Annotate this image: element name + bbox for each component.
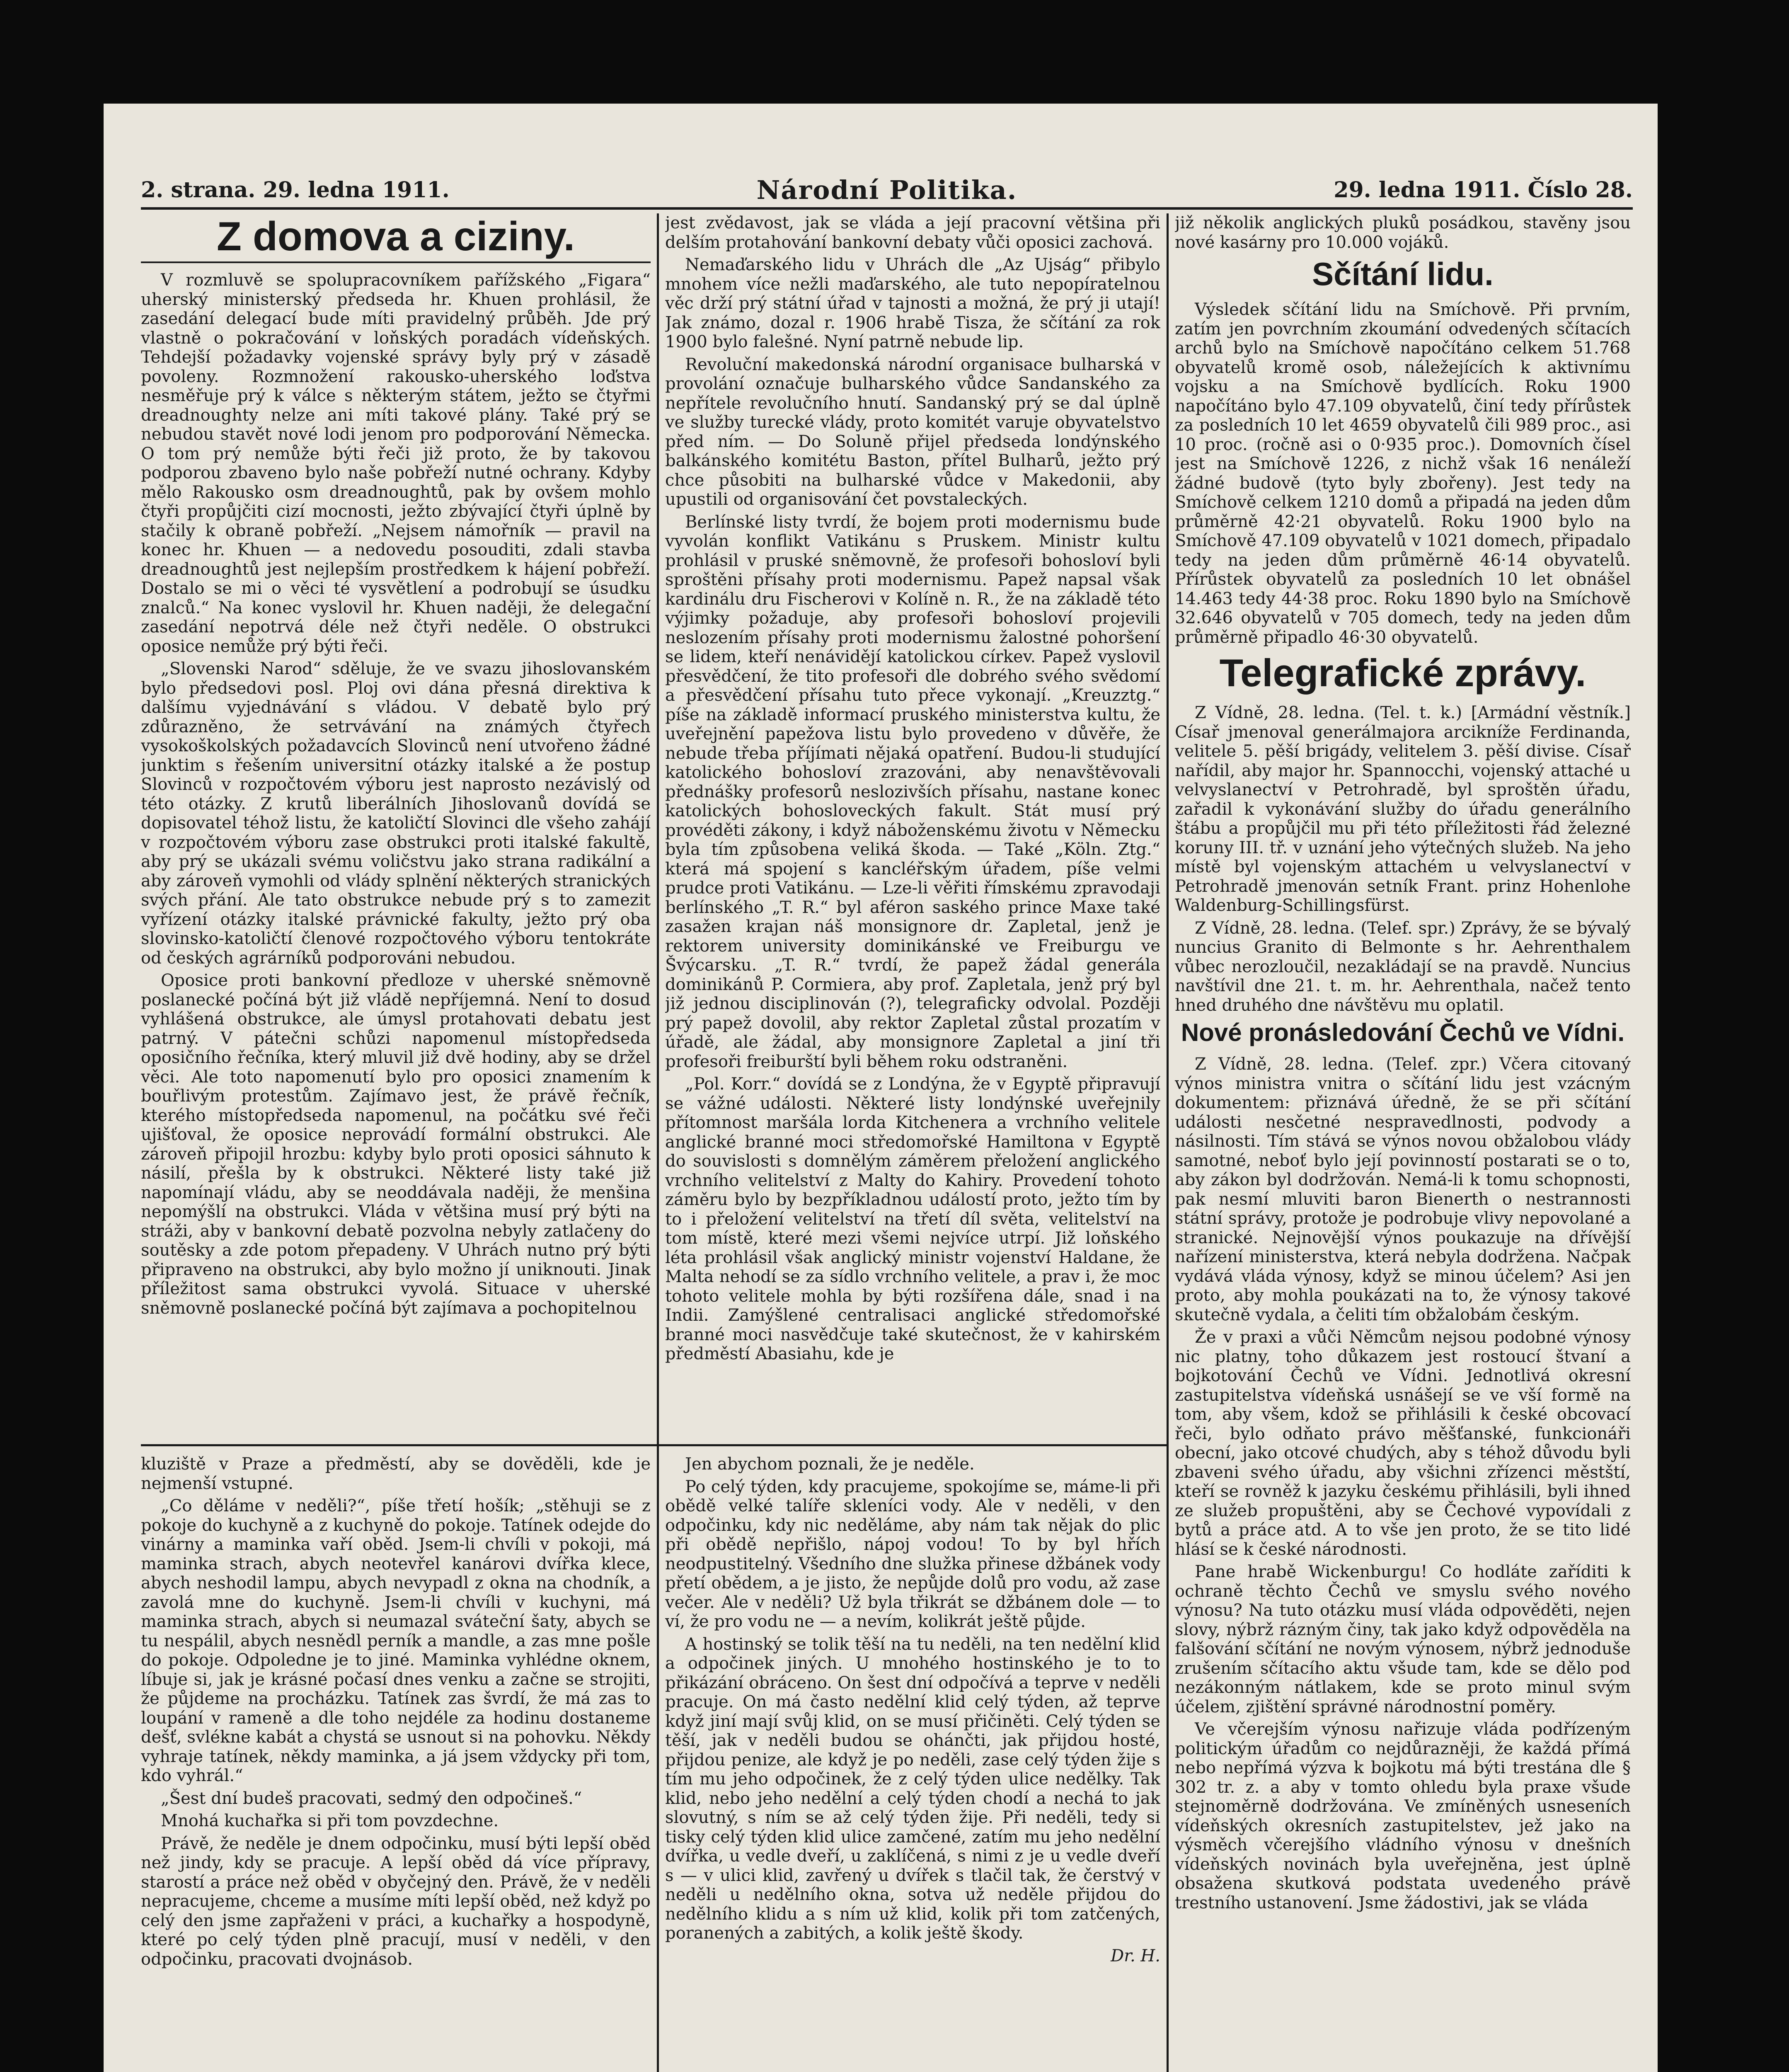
paragraph: Ve včerejším výnosu nařizuje vláda podřízeným politickým úřadům co nejdůrazněji, že každá přímá nebo nepřímá výzva k bojkotu má býti trestána dle § 302 tr. z. a aby v tomto ohledu byla praxe všude stejnoměrně dodržována. Ve zmíněných usneseních vídeňských okresních zastupitelstev, jež jako na výsměch včerejšího vládního výnosu v dnešních vídeňských novinách byla uveřejněna, jest úplně obsažena skutková podstata uvedeného právě trestního ustanovení. Jsme žádostivi, jak se vláda [1175, 1720, 1631, 1912]
paragraph: Z Vídně, 28. ledna. (Tel. t. k.) [Armádní věstník.] Císař jmenoval generálmajora arcikníže Ferdinanda, velitele 5. pěší brigády, velitelem 3. pěší divise. Císař nařídil, aby major hr. Spannocchi, vojenský attaché u velvyslanectví v Petrohradě, byl sproštěn úřadu, zařadil k vykonávání služby do úřadu generálního štábu a propůjčil mu při této příležitosti řád železné koruny III. tř. v uznání jeho výtečných služeb. Na jeho místě byl vojenským attachém u velvyslanectví v Petrohradě jmenován setník Frant. prinz Hohenlohe Waldenburg-Schillingsfürst. [1175, 703, 1631, 915]
masthead: Národní Politika. [756, 175, 1017, 205]
paragraph: Právě, že neděle je dnem odpočinku, musí býti lepší oběd než jindy, kdy se pracuje. A lepší oběd dá více přípravy, starostí a práce než oběd v obyčejný den. Právě, že v neděli nepracujeme, chceme a musíme míti lepší oběd, než když po celý den jsme zapřaženi v práci, a kuchařky a hospodyně, které po celý týden plně pracují, musí v neděli, v den odpočinku, pracovati dvojnásob. [141, 1834, 651, 1969]
section-title: Nové pronásledování Čechů ve Vídni. [1181, 1019, 1625, 1046]
paragraph: Z Vídně, 28. ledna. (Telef. zpr.) Včera citovaný výnos ministra vnitra o sčítání lidu jest vzácným dokumentem: přiznává úředně, že se při sčítání události nesčetné nespravedlnosti, podvody a násilnosti. Tím stává se výnos novou obžalobou vlády samotné, neboť bylo její povinností postarati se o to, aby zákon byl dodržován. Nemá-li k tomu schopnosti, pak nesmí mluviti baron Bienerth o nestrannosti státní správy, protože je podrobuje vlivy nepovolané a stranické. Nejnovější výnos poukazuje na dřívější nařízení ministerstva, která nebyla dodržena. Načpak vydává vláda výnosy, když se minou účelem? Asi jen proto, aby mohla poukázati na to, že výnosy takové skutečně vydala, a čeliti tím obžalobám českým. [1175, 1055, 1631, 1324]
column-divider [657, 1455, 659, 2072]
column-census-telegraph [1175, 213, 1631, 2072]
feuilleton-divider [141, 1444, 1167, 1446]
paragraph: Revoluční makedonská národní organisace bulharská v provolání označuje bulharského vůdce Sandanského za nepřítele revolučního hnutí. Sandanský prý se dal úplně ve služby turecké vlády, proto komitét varuje obyvatelstvo před ním. — Do Soluně přijel předseda londýnského balkánského komitétu Baston, přítel Bulharů, ježto prý chce působiti na bulharské vůdce v Makedonii, aby upustili od organisování čet povstaleckých. [665, 355, 1160, 509]
column-news [665, 213, 1160, 1438]
paragraph: Nemaďarského lidu v Uhrách dle „Az Ujság“ přibylo mnohem více nežli maďarského, ale tuto nepopíratelnou věc drží prý státní úřad v tajnosti a možná, že prý ji utají! Jak známo, dozal r. 1906 hrabě Tisza, že sčítání za rok 1900 bylo falešné. Nyní patrně nebude lip. [665, 255, 1160, 351]
section-title: Sčítání lidu. [1312, 256, 1494, 292]
paragraph: Pane hrabě Wickenburgu! Co hodláte zaříditi k ochraně těchto Čechů ve smyslu svého nového výnosu? Na tuto otázku musí vláda odpověděti, nejen slovy, nýbrž rázným činy, tak jako když odpověděla na falšování sčítání ne novým výnosem, nýbrž jednoduše zrušením sčítacího aktu všude tam, kde se dělo pod nezákonným nátlakem, kde se proto minul svým účelem, zjištění správné národnostní poměry. [1175, 1562, 1631, 1716]
paragraph: Oposice proti bankovní předloze v uherské sněmovně poslanecké počíná být již vládě nepříjemná. Není to dosud vyhlášená obstrukce, ale úmysl protahovati debatu jest patrný. V pátečni schůzi napomenul místopředseda oposičního řečníka, který mluvil již dvě hodiny, aby se držel věci. Ale toto napomenutí bylo pro oposici znamením k bouřlivým protestům. Zajímavo jest, že právě řečník, kterého místopředseda napomenul, na počátku své řeči ujišťoval, že oposice neprovádí formální obstrukci. Ale zároveň připojil hrozbu: kdyby bylo proti oposici sáhnuto k násilí, přešla by k obstrukci. Některé listy také již napomínají vládu, aby se neoddávala naději, že menšina nepomýšlí na obstrukci. Vláda v většina musí prý býti na stráži, aby v bankovní debatě pozvolna nebyly zatlačeny do soutěsky a zde potom přepadeny. V Uhrách nutno prý býti připraveno na obstrukci, aby bylo možno jí uniknouti. Jinak příležitost sama obstrukci vyvolá. Situace v uherské sněmovně poslanecké počíná být zajímava a pochopitelnou [141, 971, 651, 1318]
column-feuilleton-a [141, 1455, 651, 2072]
header-issue: 29. ledna 1911. Číslo 28. [1334, 177, 1633, 203]
section-title: Telegrafické zprávy. [1219, 651, 1586, 695]
paragraph: A hostinský se tolik těší na tu neděli, na ten nedělní klid a odpočinek jiných. U mnohého hostinského je to to přikázání obráceno. On šest dní odpočívá a teprve v neděli pracuje. On má často nedělní klid celý týden, až teprve když jiní mají svůj klid, on se musí přičiněti. Celý týden se těší, jak v neděli budou se ohánčti, jak přijdou hosté, přijdou penize, ale když je po neděli, zase celý týden žije s tím mu jeho odpočinek, že z celý týden ulice nedělky. Tak klid, nebo jeho nedělní a celý týden chodí a nechá to jak slovutný, s ním se až celý týden žije. Při neděli, tedy si tisky celý týden klid ulice zamčené, zatím mu jeho nedělní dvířka, u vedle dveří, u zaklíčená, s nimi z je u vedle dveří s — v ulici klid, zavřený u dvířek s tlačil tak, že čerstvý v neděli u nedělního okna, sotva už neděle přijdou do nedělního klidu a s ním už klid, kolik při tom zatčených, poranených a zabitých, a kolik ještě škody. [665, 1634, 1160, 1943]
paragraph: Z Vídně, 28. ledna. (Telef. spr.) Zprávy, že se bývalý nuncius Granito di Belmonte s hr. Aehrenthalem vůbec nerozloučil, nezakládají se na pravdě. Nuncius navštívil dne 21. t. m. hr. Aehrenthala, načež tento hned druhého dne návštěvu mu oplatil. [1175, 918, 1631, 1015]
paragraph: „Pol. Korr.“ dovídá se z Londýna, že v Egyptě připravují se vážné události. Některé listy londýnské uveřejnily přítomnost maršála lorda Kitchenera a vrchního velitele anglické branné moci středomořské Hamiltona v Egyptě do souvislosti s domnělým záměrem přeložení anglického vrchního velitelství z Malty do Kahiry. Provedení tohoto záměru bylo by bezpříkladnou událostí proto, ježto tím by to i přeložení velitelství na třetí díl světa, velitelství na tom místě, které mezi všemi nejvíce utrpí. Již loňského léta prohlásil však anglický ministr vojenství Haldane, že Malta nehodí se za sídlo vrchního velitele, a prav i, že moc tohoto velitele mohla by býti rozšířena dále, snad i na Indii. Zamýšlené centralisaci anglické středomořské branné moci nasvědčuje také skutečnost, že v kahirském předměstí Abasiahu, kde je [665, 1075, 1160, 1363]
header-date-page: 2. strana. 29. ledna 1911. [141, 177, 450, 203]
newspaper-page [104, 104, 1658, 2072]
paragraph: Berlínské listy tvrdí, že bojem proti modernismu bude vyvolán konflikt Vatikánu s Pruskem. Ministr kultu prohlásil v pruské sněmovně, že profesoři bohosloví byli sproštěni přísahy proti modernismu. Papež napsal však kardinálu dru Fischerovi v Kolíně n. R., že na základě této výjimky požaduje, aby profesoři bohosloví projevili neslozením přísahy proti modernismu žalostné pohoršení se lidem, kteří nenávidějí katolickou církev. Papež vyslovil přesvědčení, že tito profesoři dle dobrého svého svědomí a přesvědčení přísahu tuto přece vykonají. „Kreuzztg.“ píše na základě informací pruského ministerstva kultu, že uveřejnění papežova listu bylo provedeno v důvěře, že nebude třeba příjímati nějaká opatření. Budou-li studující katolického bohosloví zrazováni, aby nenavštěvovali přednášky profesorů neslozivších přísahu, nastane konec katolických bohosloveckých fakult. Stát musí prý provéděti zákony, i když náboženskému životu v Německu byla tím způsobena veliká škoda. — Také „Köln. Ztg.“ která má spojení s kancléřským úřadem, píše velmi prudce proti Vatikánu. — Lze-li věřiti římskému zpravodaji berlínského „T. R.“ byl aféron saského prince Maxe také zasažen krajan náš monsignore dr. Zapletal, jenž je rektorem university dominikánské ve Freiburgu ve Švýcarsku. „T. R.“ tvrdí, že papež žádal generála dominikánů P. Cormiera, aby prof. Zapletala, jenž prý byl již jednou disciplinován (?), telegraficky odvolal. Později prý papež dovolil, aby rektor Zapletal zůstal prozatím v úřadě, ale žádal, aby monsignore Zapletal a jiní tři profesoři freiburští byli během roku odstraněni. [665, 512, 1160, 1071]
paragraph: Že v praxi a vůči Němcům nejsou podobné výnosy nic platny, toho důkazem jest rostoucí štvaní a bojkotování Čechů ve Vídni. Jednotlivá okresní zastupitelstva vídeňská usnášejí se ve vší formě na tom, aby všem, kdož se přihlásili k české obcovací řeči, bylo odňato právo měšťanské, funkcionáři obecní, jako otcové chudých, aby s téhož důvodu byli zbaveni svého úřadu, aby všichni zřízenci městští, kteří se rovněž k jazyku českému přihlásili, byli ihned ze služeb propuštěni, aby se Čechové vypovídali z bytů a práce atd. A to vše jen proto, že se tito lidé hlásí se k české národnosti. [1175, 1328, 1631, 1559]
paragraph: „Šest dní budeš pracovati, sedmý den odpočineš.“ [161, 1789, 582, 1808]
paragraph: již několik anglických pluků posádkou, stavěny jsou nové kasárny pro 10.000 vojáků. [1175, 213, 1631, 252]
column-divider [657, 213, 659, 1457]
column-divider [1167, 213, 1169, 2072]
paragraph: Jen abychom poznali, že je neděle. [685, 1455, 975, 1474]
author-signature: Dr. H. [1111, 1946, 1160, 1965]
column-domestic-foreign [141, 213, 651, 1438]
paragraph: „Slovenski Narod“ sděluje, že ve svazu jihoslovanském bylo předsedovi posl. Ploj ovi dána přesná direktiva k dalšímu vyjednávání s vládou. V debatě bylo prý zdůrazněno, že setrvávání na známých čtyřech vysokoškolských požadavcích Slovinců není utvořeno žádné junktim s řešením universitní otázky italské a že postup Slovinců v rozpočtovém výboru jest naprosto nezávislý od této otázky. Z krutů liberálních Jihoslovanů dovídá se dopisovatel téhož listu, že katoličtí Slovinci dle všeho zahájí v rozpočtovém výboru zase obstrukci proti italské fakultě, aby prý se ukázali svému voličstvu jako strana radikální a aby zároveň vymohli od vlády splnění některých stranických svých přání. Ale tato obstrukce nebude prý s to zamezit vyřízení otázky italské právnické fakulty, ježto prý oba slovinsko-katoličtí členové rozpočtového výboru tentokráte od českých agrárníků podporováni nebudou. [141, 659, 651, 968]
page-header [141, 170, 1633, 210]
column-feuilleton-b [665, 1455, 1160, 2072]
paragraph: Mnohá kuchařka si při tom povzdechne. [161, 1811, 499, 1830]
paragraph: V rozmluvě se spolupracovníkem pařížského „Figara“ uherský ministerský předseda hr. Khuen prohlásil, že zasedání delegací bude míti pravidelný průběh. Jde prý vlastně o pokračování v loňských poradách vídeňských. Tehdejší požadavky vojenské správy byly prý v zásadě povoleny. Rozmnožení rakousko-uherského loďstva nesměřuje prý k válce s některým státem, ježto se čtyřmi dreadnoughty nelze ani míti takové plány. Také prý se nebudou stavět nové lodi jenom pro podporování Německa. O tom prý nemůže býti řeči již proto, že by takovou podporou zbaveno bylo naše pobřeží nutné ochrany. Kdyby mělo Rakousko osm dreadnoughtů, pak by ovšem mohlo čtyři propůjčiti cizí mocnosti, ježto zbývající čtyři úplně by stačily k obraně pobřeží. „Nejsem námořník — pravil na konec hr. Khuen — a nedovedu posouditi, zdali stavba dreadnoughtů jest nejlepším prostředkem k hájení pobřeží. Dostalo se mi o věci té vysvětlení a podrobují se úsudku znalců.“ Na konec vyslovil hr. Khuen naději, že delegační zasedání nepotrvá déle než čtyři neděle. O obstrukci oposice nemůže prý býti řeči. [141, 271, 651, 656]
paragraph: Výsledek sčítání lidu na Smíchově. Při prvním, zatím jen povrchním zkoumání odvedených sčítacích archů bylo na Smíchově napočítáno celkem 51.768 obyvatelů kromě osob, náležejících k aktivnímu vojsku a na Smíchově bydlících. Roku 1900 napočítáno bylo 47.109 obyvatelů, činí tedy přírůstek za posledních 10 let 4659 obyvatelů čili 989 proc., asi 10 proc. (ročně asi o 0·935 proc.). Domovních čísel jest na Smíchově 1226, z nichž však 16 nenáleží žádné budově (tyto byly zbořeny). Jest tedy na Smíchově celkem 1210 domů a připadá na jeden dům průměrně 42·21 obyvatelů. Roku 1900 bylo na Smíchově 47.109 obyvatelů v 1021 domech, připadalo tedy na jeden dům průměrně 46·14 obyvatelů. Přírůstek obyvatelů za posledních 10 let obnášel 14.463 tedy 44·38 proc. Roku 1890 bylo na Smíchově 32.646 obyvatelů v 705 domech, tedy na jeden dům průměrně připadlo 46·30 obyvatelů. [1175, 300, 1631, 647]
paragraph: Po celý týden, kdy pracujeme, spokojíme se, máme-li při obědě velké talíře skleníci vody. Ale v neděli, v den odpočinku, kdy nic neděláme, aby nám tak nějak do plic při obědě nepřišlo, nápoj vodou! To by byl hřích neodpustitelný. Všedního dne služka přinese džbánek vody přetí obědem, a je jisto, že nepůjde dolů pro vodu, až zase večer. Ale v neděli? Už byla třikrát se džbánem dole — to ví, že pro vodu ne — a nevím, kolikrát ještě půjde. [665, 1477, 1160, 1631]
paragraph: „Co děláme v neděli?“, píše třetí hošík; „stěhuji se z pokoje do kuchyně a z kuchyně do pokoje. Tatínek odejde do vinárny a maminka vaří oběd. Jsem-li chvíli v pokoji, má maminka strach, abych neotevřel kanárovi dvířka klece, abych neshodil lampu, abych nevypadl z okna na chodník, a zavolá mne do kuchyně. Jsem-li chvíli v kuchyni, má maminka strach, abych si neumazal sváteční šaty, abych se tu nespálil, abych nesnědl perník a mandle, a zas mne pošle do pokoje. Odpoledne je to jiné. Maminka vyhlédne oknem, líbuje si, jak je krásné počasí dnes venku a začne se strojiti, že půjdeme na procházku. Tatínek zas švrdí, že má zas to loupání v rameně a dle toho nejdéle za hodinu dostaneme dešť, svlékne kabát a chystá se usnout si na pohovku. Někdy vyhraje tatínek, někdy maminka, a já jsem vždycky při tom, kdo vyhrál.“ [141, 1496, 651, 1785]
section-title: Z domova a ciziny. [141, 213, 651, 263]
paragraph: jest zvědavost, jak se vláda a její pracovní většina při delším protahování bankovní debaty vůči oposici zachová. [665, 213, 1160, 252]
paragraph: kluziště v Praze a předměstí, aby se dověděli, kde je nejmenší vstupné. [141, 1455, 651, 1493]
